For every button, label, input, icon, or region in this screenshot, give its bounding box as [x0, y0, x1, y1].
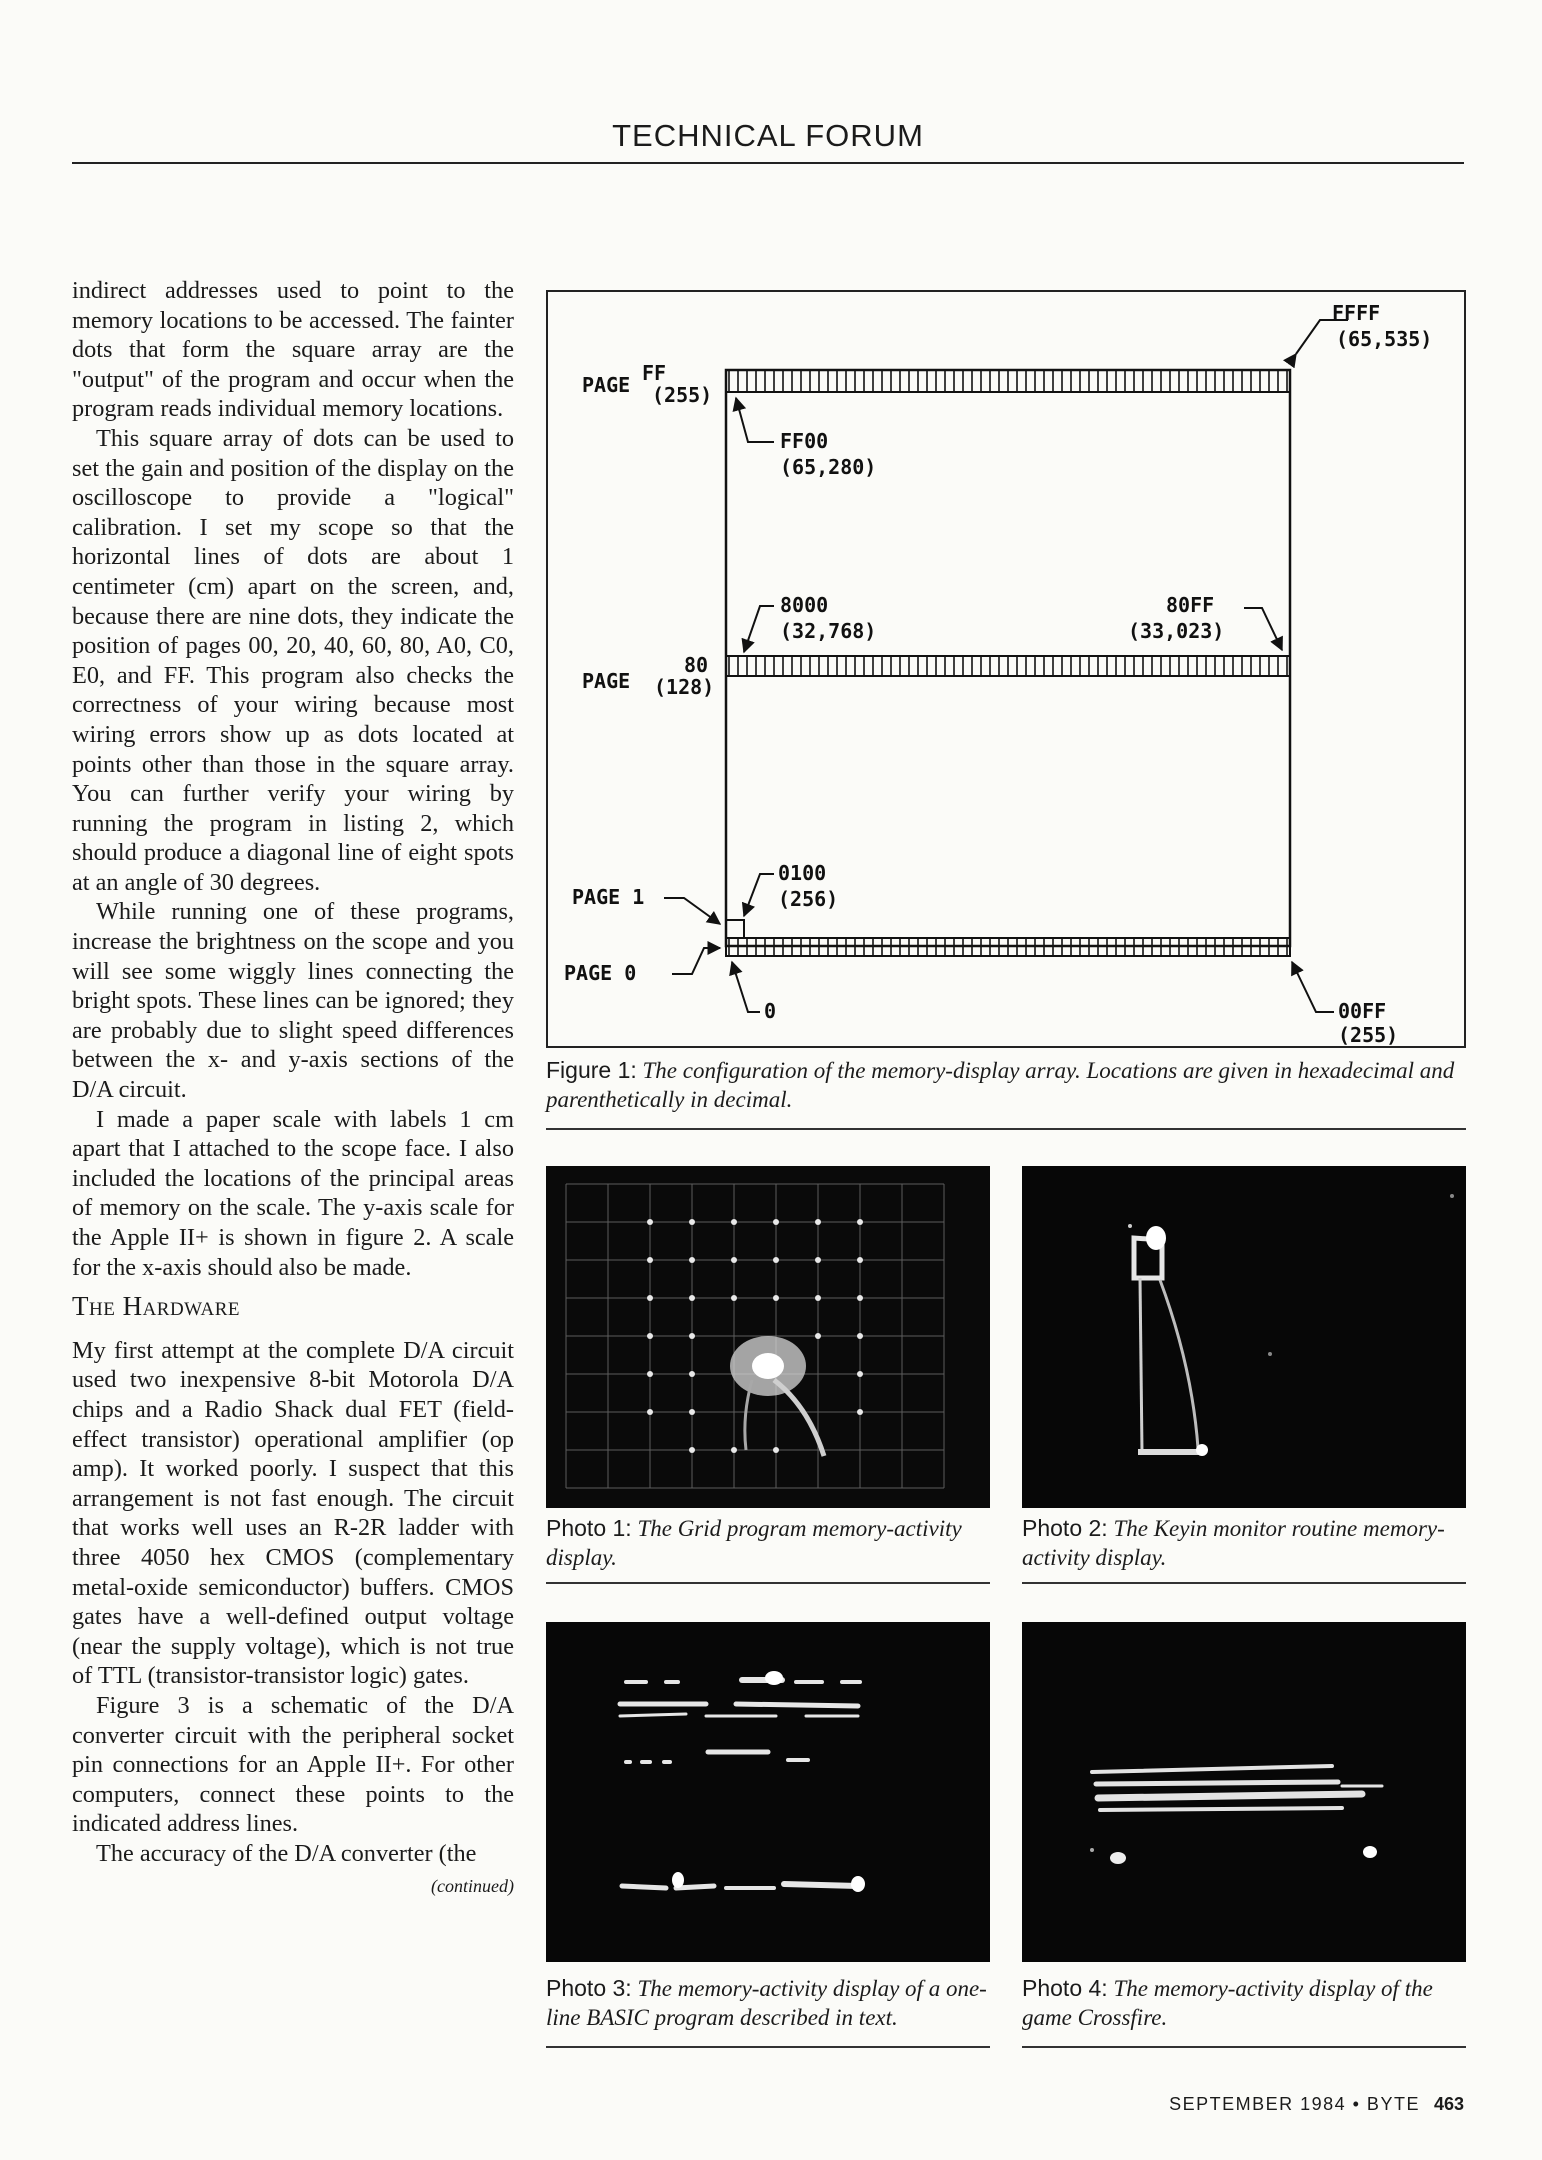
- page-number: 463: [1433, 2094, 1464, 2114]
- photo-3-caption: [546, 1974, 990, 2032]
- page-ff-row: [726, 370, 1290, 392]
- section-heading: The Hardware: [72, 1291, 241, 1322]
- paragraph: This square array of dots can be used to set the gain and position of the display on the oscilloscope to provide a "logical" calibration. I set my scope so that the horizontal lines of dots are about 1 centimeter (cm) apart on the screen, and, because there are nine dots, they indicate the position of pages 00, 20, 40, 60, 80, A0, C0, E0, and FF. This program also checks the correctness of your wiring because most wiring errors show up as dots located at points other than those in the square array. You can further verify your wiring by running the program in listing 2, which should produce a diagonal line of eight spots at an angle of 30 degrees.: [72, 424, 514, 896]
- paragraph: My first attempt at the complete D/A circuit used two inexpensive 8-bit Motorola D/A chips and a Radio Shack dual FET (field-effect transistor) operational amplifier (op amp). It worked poorly. I suspect that this arrangement is not fast enough. The circuit that works well uses an R-2R ladder with three 4050 hex CMOS (complementary metal-oxide semiconductor) buffers. CMOS gates have a well-defined output voltage (near the supply voltage), which is not true of TTL (transistor-transistor logic) gates.: [72, 1336, 514, 1690]
- arrow-8000: [744, 606, 774, 652]
- photo-4-caption: [1022, 1974, 1466, 2032]
- caption-label: Photo 2:: [1022, 1515, 1108, 1541]
- continued-note: (continued): [431, 1876, 514, 1897]
- arrow-page-0: [672, 948, 720, 974]
- paragraph: While running one of these programs, increase the brightness on the scope and you will see some wiggly lines connecting the bright spots. These lines can be ignored; they are probably due to slight speed differences between the x- and y-axis sections of the D/A circuit.: [72, 898, 514, 1104]
- label-ffff-dec: (65,535): [1336, 327, 1433, 351]
- label-page-80: PAGE: [582, 669, 631, 693]
- photo-1-image: [546, 1166, 990, 1508]
- memory-array-diagram: [548, 292, 1464, 1046]
- label-zero: 0: [764, 999, 777, 1023]
- caption-text: The memory-activity display of a one-line BASIC program described in text.: [546, 1976, 987, 2030]
- label-80ff: 80FF: [1166, 593, 1215, 617]
- paragraph: I made a paper scale with labels 1 cm apart that I attached to the scope face. I also included the locations of the principal areas of memory on the scale. The y-axis scale for the Apple II+ is shown in figure 2. A scale for the x-axis should also be made.: [72, 1105, 514, 1281]
- caption-label: Photo 3:: [546, 1975, 632, 2001]
- caption-label: Photo 4:: [1022, 1975, 1108, 2001]
- header-rule: [72, 162, 1464, 164]
- figure-1-caption: [546, 1056, 1466, 1114]
- arrow-00ff: [1292, 962, 1334, 1012]
- paragraph: indirect addresses used to point to the memory locations to be accessed. The fainter dots that form the square array are the "output" of the program and occur when the program reads individual memory locations.: [72, 277, 514, 423]
- caption-label: Photo 1:: [546, 1515, 632, 1541]
- photo-4-image: [1022, 1622, 1466, 1962]
- caption-rule: [546, 1582, 990, 1584]
- label-00ff: 00FF: [1338, 999, 1387, 1023]
- caption-text: The Keyin monitor routine memory-activity display.: [1022, 1516, 1445, 1570]
- figure-1-memory-array: [546, 290, 1466, 1048]
- caption-rule: [1022, 1582, 1466, 1584]
- label-ff-dec: (255): [652, 383, 713, 407]
- label-80-dec: (128): [654, 675, 715, 699]
- running-header: TECHNICAL FORUM: [612, 118, 924, 153]
- arrow-page-1: [664, 898, 720, 924]
- label-8000-dec: (32,768): [780, 619, 877, 643]
- label-00ff-dec: (255): [1338, 1023, 1399, 1046]
- photo-1-caption: [546, 1514, 990, 1572]
- paragraph: The accuracy of the D/A converter (the: [96, 1839, 477, 1867]
- page-0-row: [726, 938, 1290, 956]
- page-1-cell: [726, 920, 744, 938]
- caption-text: The Grid program memory-activity display.: [546, 1516, 962, 1570]
- label-ff00-dec: (65,280): [780, 455, 877, 479]
- label-ff: FF: [642, 361, 667, 385]
- photo-2-caption: [1022, 1514, 1466, 1572]
- label-page-0: PAGE 0: [564, 961, 637, 985]
- page-80-row: [726, 656, 1290, 676]
- caption-label: Figure 1:: [546, 1057, 637, 1083]
- photo-3-image: [546, 1622, 990, 1962]
- label-page-ff: PAGE: [582, 373, 631, 397]
- caption-text: The configuration of the memory-display array. Locations are given in hexadecimal and parenthetically in decimal.: [546, 1058, 1455, 1112]
- caption-rule: [546, 2046, 990, 2048]
- label-0100-dec: (256): [778, 887, 839, 911]
- label-80ff-dec: (33,023): [1128, 619, 1225, 643]
- label-ffff: FFFF: [1332, 301, 1381, 325]
- arrow-0100: [744, 874, 774, 916]
- figure-rule: [546, 1128, 1466, 1130]
- page-footer: [1040, 2094, 1464, 2115]
- caption-rule: [1022, 2046, 1466, 2048]
- body-text-column: [72, 276, 514, 1902]
- label-page-1: PAGE 1: [572, 885, 645, 909]
- label-80: 80: [684, 653, 709, 677]
- arrow-zero: [732, 962, 760, 1012]
- issue-label: SEPTEMBER 1984 • BYTE: [1169, 2094, 1420, 2114]
- arrow-ff00: [736, 398, 774, 442]
- paragraph: Figure 3 is a schematic of the D/A converter circuit with the peripheral socket pin connections for an Apple II+. For other computers, connect these points to the indicated address lines.: [72, 1691, 514, 1838]
- caption-text: The memory-activity display of the game Crossfire.: [1022, 1976, 1433, 2030]
- label-ff00: FF00: [780, 429, 829, 453]
- photo-2-image: [1022, 1166, 1466, 1508]
- label-0100: 0100: [778, 861, 827, 885]
- arrow-80ff: [1244, 608, 1282, 650]
- label-8000: 8000: [780, 593, 829, 617]
